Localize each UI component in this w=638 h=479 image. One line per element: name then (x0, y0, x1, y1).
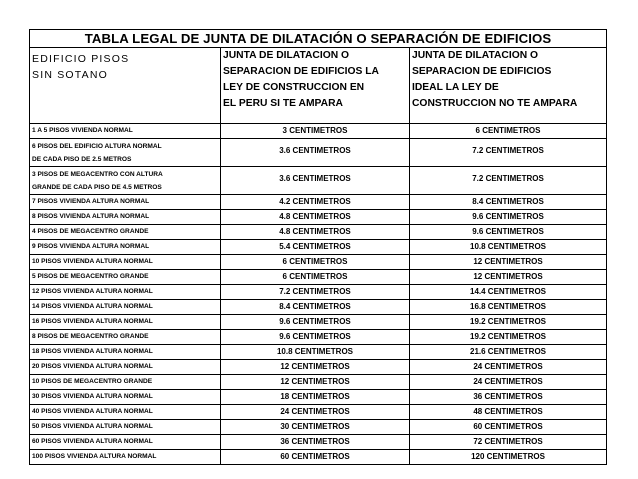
building-header-line: EDIFICIO PISOS (32, 53, 130, 65)
building-type-text: 6 PISOS DEL EDIFICIO ALTURA NORMAL (32, 143, 162, 150)
ideal-joint-cell: 8.4 CENTIMETROS (410, 195, 607, 210)
building-type-cell (30, 300, 221, 315)
ideal-joint-cell: 6 CENTIMETROS (410, 124, 607, 139)
legal-joint-cell: 3 CENTIMETROS (221, 124, 410, 139)
ideal-joint-cell: 14.4 CENTIMETROS (410, 285, 607, 300)
legal-joint-cell: 10.8 CENTIMETROS (221, 345, 410, 360)
legal-joint-cell: 60 CENTIMETROS (221, 450, 410, 465)
building-type-cell (30, 139, 221, 167)
ideal-joint-cell: 36 CENTIMETROS (410, 390, 607, 405)
ideal-joint-cell: 19.2 CENTIMETROS (410, 315, 607, 330)
ideal-joint-cell: 7.2 CENTIMETROS (410, 139, 607, 167)
building-type-text: 3 PISOS DE MEGACENTRO CON ALTURA (32, 171, 163, 178)
table-row (30, 375, 607, 390)
table-row (30, 195, 607, 210)
ideal-joint-cell: 9.6 CENTIMETROS (410, 225, 607, 240)
table-row (30, 240, 607, 255)
document-page (29, 29, 606, 465)
legal-joint-cell: 6 CENTIMETROS (221, 270, 410, 285)
legal-joint-cell: 18 CENTIMETROS (221, 390, 410, 405)
building-type-text: 100 PISOS VIVIENDA ALTURA NORMAL (32, 453, 157, 460)
legal-joint-cell: 4.8 CENTIMETROS (221, 225, 410, 240)
building-type-cell (30, 450, 221, 465)
table-row (30, 435, 607, 450)
legal-joint-cell: 9.6 CENTIMETROS (221, 315, 410, 330)
legal-joint-cell: 3.6 CENTIMETROS (221, 167, 410, 195)
ideal-joint-cell: 19.2 CENTIMETROS (410, 330, 607, 345)
building-column-header (30, 48, 221, 124)
ideal-joint-cell: 24 CENTIMETROS (410, 375, 607, 390)
building-type-cell (30, 330, 221, 345)
building-type-cell (30, 420, 221, 435)
legal-joint-cell: 8.4 CENTIMETROS (221, 300, 410, 315)
ideal-header-line: SEPARACION DE EDIFICIOS (412, 66, 552, 77)
building-type-cell (30, 345, 221, 360)
building-type-text: 8 PISOS DE MEGACENTRO GRANDE (32, 333, 149, 340)
legal-column-header (221, 48, 410, 124)
building-type-cell (30, 167, 221, 195)
legal-header-line: JUNTA DE DILATACION O (223, 50, 350, 61)
building-type-cell (30, 255, 221, 270)
building-type-text: 18 PISOS VIVIENDA ALTURA NORMAL (32, 348, 153, 355)
building-type-text: 8 PISOS VIVIENDA ALTURA NORMAL (32, 213, 150, 220)
building-type-text: 7 PISOS VIVIENDA ALTURA NORMAL (32, 198, 150, 205)
legal-header-line: SEPARACION DE EDIFICIOS LA (223, 66, 379, 77)
building-type-text: 4 PISOS DE MEGACENTRO GRANDE (32, 228, 149, 235)
legal-joint-cell: 12 CENTIMETROS (221, 360, 410, 375)
table-row (30, 255, 607, 270)
ideal-joint-cell: 60 CENTIMETROS (410, 420, 607, 435)
legal-joint-cell: 7.2 CENTIMETROS (221, 285, 410, 300)
building-type-cell (30, 285, 221, 300)
ideal-header-line: CONSTRUCCION NO TE AMPARA (412, 98, 578, 109)
table-row (30, 139, 607, 167)
building-type-text: 60 PISOS VIVIENDA ALTURA NORMAL (32, 438, 153, 445)
table-row (30, 210, 607, 225)
building-type-cell (30, 124, 221, 139)
ideal-column-header (410, 48, 607, 124)
ideal-joint-cell: 72 CENTIMETROS (410, 435, 607, 450)
ideal-joint-cell: 10.8 CENTIMETROS (410, 240, 607, 255)
ideal-header-line: IDEAL LA LEY DE (412, 82, 499, 93)
legal-joint-cell: 6 CENTIMETROS (221, 255, 410, 270)
legal-joint-cell: 4.2 CENTIMETROS (221, 195, 410, 210)
building-type-text: 16 PISOS VIVIENDA ALTURA NORMAL (32, 318, 153, 325)
legal-joint-cell: 3.6 CENTIMETROS (221, 139, 410, 167)
table-row (30, 360, 607, 375)
ideal-joint-cell: 12 CENTIMETROS (410, 270, 607, 285)
legal-joint-cell: 9.6 CENTIMETROS (221, 330, 410, 345)
ideal-joint-cell: 9.6 CENTIMETROS (410, 210, 607, 225)
ideal-joint-cell: 12 CENTIMETROS (410, 255, 607, 270)
ideal-joint-cell: 16.8 CENTIMETROS (410, 300, 607, 315)
table-row (30, 420, 607, 435)
building-type-text: GRANDE DE CADA PISO DE 4.5 METROS (32, 184, 162, 191)
table-row (30, 225, 607, 240)
ideal-header-line: JUNTA DE DILATACION O (412, 50, 539, 61)
building-type-cell (30, 210, 221, 225)
legal-joint-cell: 4.8 CENTIMETROS (221, 210, 410, 225)
building-type-text: 12 PISOS VIVIENDA ALTURA NORMAL (32, 288, 153, 295)
ideal-joint-cell: 24 CENTIMETROS (410, 360, 607, 375)
building-type-cell (30, 390, 221, 405)
building-type-cell (30, 375, 221, 390)
building-type-text: 14 PISOS VIVIENDA ALTURA NORMAL (32, 303, 153, 310)
table-row (30, 315, 607, 330)
table-title: TABLA LEGAL DE JUNTA DE DILATACIÓN O SEPARACIÓN DE EDIFICIOS (30, 30, 607, 48)
building-type-text: 50 PISOS VIVIENDA ALTURA NORMAL (32, 423, 153, 430)
table-row (30, 405, 607, 420)
table-body (30, 124, 607, 465)
legal-joint-cell: 30 CENTIMETROS (221, 420, 410, 435)
building-type-text: 40 PISOS VIVIENDA ALTURA NORMAL (32, 408, 153, 415)
building-type-cell (30, 270, 221, 285)
ideal-joint-cell: 7.2 CENTIMETROS (410, 167, 607, 195)
building-type-text: 5 PISOS DE MEGACENTRO GRANDE (32, 273, 149, 280)
building-type-text: 30 PISOS VIVIENDA ALTURA NORMAL (32, 393, 153, 400)
ideal-joint-cell: 21.6 CENTIMETROS (410, 345, 607, 360)
building-type-text: 20 PISOS VIVIENDA ALTURA NORMAL (32, 363, 153, 370)
table-row (30, 270, 607, 285)
building-type-cell (30, 360, 221, 375)
building-type-text: 9 PISOS VIVIENDA ALTURA NORMAL (32, 243, 150, 250)
building-type-text: DE CADA PISO DE 2.5 METROS (32, 156, 132, 163)
legal-header-line: LEY DE CONSTRUCCION EN (223, 82, 365, 93)
building-type-text: 10 PISOS DE MEGACENTRO GRANDE (32, 378, 153, 385)
ideal-joint-cell: 48 CENTIMETROS (410, 405, 607, 420)
building-type-text: 10 PISOS VIVIENDA ALTURA NORMAL (32, 258, 153, 265)
legal-joint-cell: 24 CENTIMETROS (221, 405, 410, 420)
table-row (30, 450, 607, 465)
legal-header-line: EL PERU SI TE AMPARA (223, 98, 343, 109)
table-row (30, 330, 607, 345)
legal-joint-cell: 36 CENTIMETROS (221, 435, 410, 450)
table-row (30, 300, 607, 315)
building-type-cell (30, 405, 221, 420)
table-row (30, 345, 607, 360)
building-type-cell (30, 195, 221, 210)
building-type-cell (30, 315, 221, 330)
building-type-cell (30, 435, 221, 450)
table-row (30, 124, 607, 139)
table-row (30, 167, 607, 195)
building-type-cell (30, 240, 221, 255)
legal-joint-cell: 12 CENTIMETROS (221, 375, 410, 390)
building-header-line: SIN SOTANO (32, 69, 108, 81)
table-row (30, 285, 607, 300)
table-row (30, 390, 607, 405)
building-type-text: 1 A 5 PISOS VIVIENDA NORMAL (32, 127, 133, 134)
expansion-joint-table (29, 29, 607, 465)
legal-joint-cell: 5.4 CENTIMETROS (221, 240, 410, 255)
building-type-cell (30, 225, 221, 240)
ideal-joint-cell: 120 CENTIMETROS (410, 450, 607, 465)
